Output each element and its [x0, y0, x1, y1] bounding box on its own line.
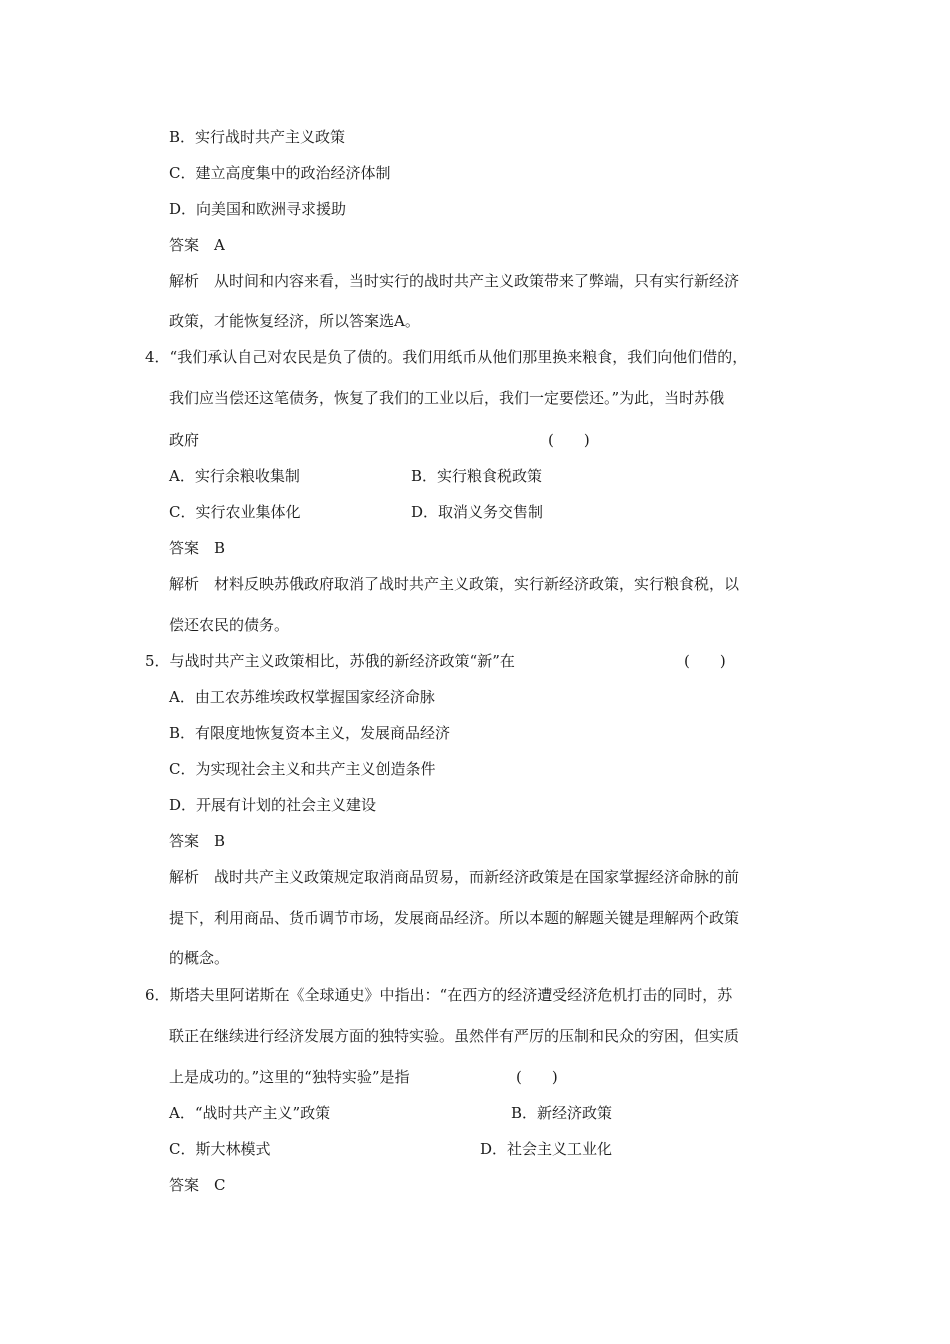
q4-analysis-line2: 偿还农民的债务。 [169, 616, 290, 634]
q5-answer-blank: ( ) [684, 652, 726, 670]
q6-stem-line3: 上是成功的。”这里的“独特实验”是指 [169, 1068, 410, 1086]
q4-stem-line1: 4．“我们承认自己对农民是负了债的。我们用纸币从他们那里换来粮食，我们向他们借的， [145, 348, 748, 366]
q6-stem-line1: 6．斯塔夫里阿诺斯在《全球通史》中指出：“在西方的经济遭受经济危机打击的同时，苏 [145, 986, 733, 1004]
q5-option-b: B．有限度地恢复资本主义，发展商品经济 [169, 724, 451, 742]
q5-analysis-line1: 解析 战时共产主义政策规定取消商品贸易，而新经济政策是在国家掌握经济命脉的前 [169, 868, 740, 886]
q6-option-d: D．社会主义工业化 [480, 1140, 613, 1158]
q5-option-d: D．开展有计划的社会主义建设 [169, 796, 377, 814]
q5-stem-line1: 5．与战时共产主义政策相比，苏俄的新经济政策“新”在 [145, 652, 515, 670]
q5-analysis-line2: 提下，利用商品、货币调节市场，发展商品经济。所以本题的解题关键是理解两个政策 [169, 909, 740, 927]
q6-answer-blank: ( ) [516, 1068, 558, 1086]
q6-stem-line2: 联正在继续进行经济发展方面的独特实验。虽然伴有严厉的压制和民众的穷困，但实质 [169, 1027, 740, 1045]
q6-option-c: C．斯大林模式 [169, 1140, 271, 1158]
q5-answer: 答案 B [169, 832, 226, 850]
q6-answer: 答案 C [169, 1176, 226, 1194]
q3-option-c: C．建立高度集中的政治经济体制 [169, 164, 391, 182]
q4-answer-blank: ( ) [548, 431, 590, 449]
q4-option-a: A．实行余粮收集制 [169, 467, 300, 485]
q6-option-b: B．新经济政策 [511, 1104, 613, 1122]
q4-answer: 答案 B [169, 539, 226, 557]
q3-analysis-line2: 政策，才能恢复经济，所以答案选A。 [169, 312, 420, 330]
q3-option-b: B．实行战时共产主义政策 [169, 128, 346, 146]
q3-analysis-line1: 解析 从时间和内容来看，当时实行的战时共产主义政策带来了弊端，只有实行新经济 [169, 272, 740, 290]
q5-option-a: A．由工农苏维埃政权掌握国家经济命脉 [169, 688, 435, 706]
q5-option-c: C．为实现社会主义和共产主义创造条件 [169, 760, 436, 778]
q4-option-c: C．实行农业集体化 [169, 503, 301, 521]
q3-answer: 答案 A [169, 236, 225, 254]
q5-analysis-line3: 的概念。 [169, 949, 230, 967]
q4-stem-line2: 我们应当偿还这笔债务，恢复了我们的工业以后，我们一定要偿还。”为此，当时苏俄 [169, 389, 725, 407]
q4-stem-line3: 政府 [169, 431, 200, 449]
q3-option-d: D．向美国和欧洲寻求援助 [169, 200, 347, 218]
q4-option-b: B．实行粮食税政策 [411, 467, 543, 485]
q6-option-a: A．“战时共产主义”政策 [169, 1104, 331, 1122]
q4-option-d: D．取消义务交售制 [411, 503, 544, 521]
q4-analysis-line1: 解析 材料反映苏俄政府取消了战时共产主义政策，实行新经济政策，实行粮食税，以 [169, 575, 740, 593]
